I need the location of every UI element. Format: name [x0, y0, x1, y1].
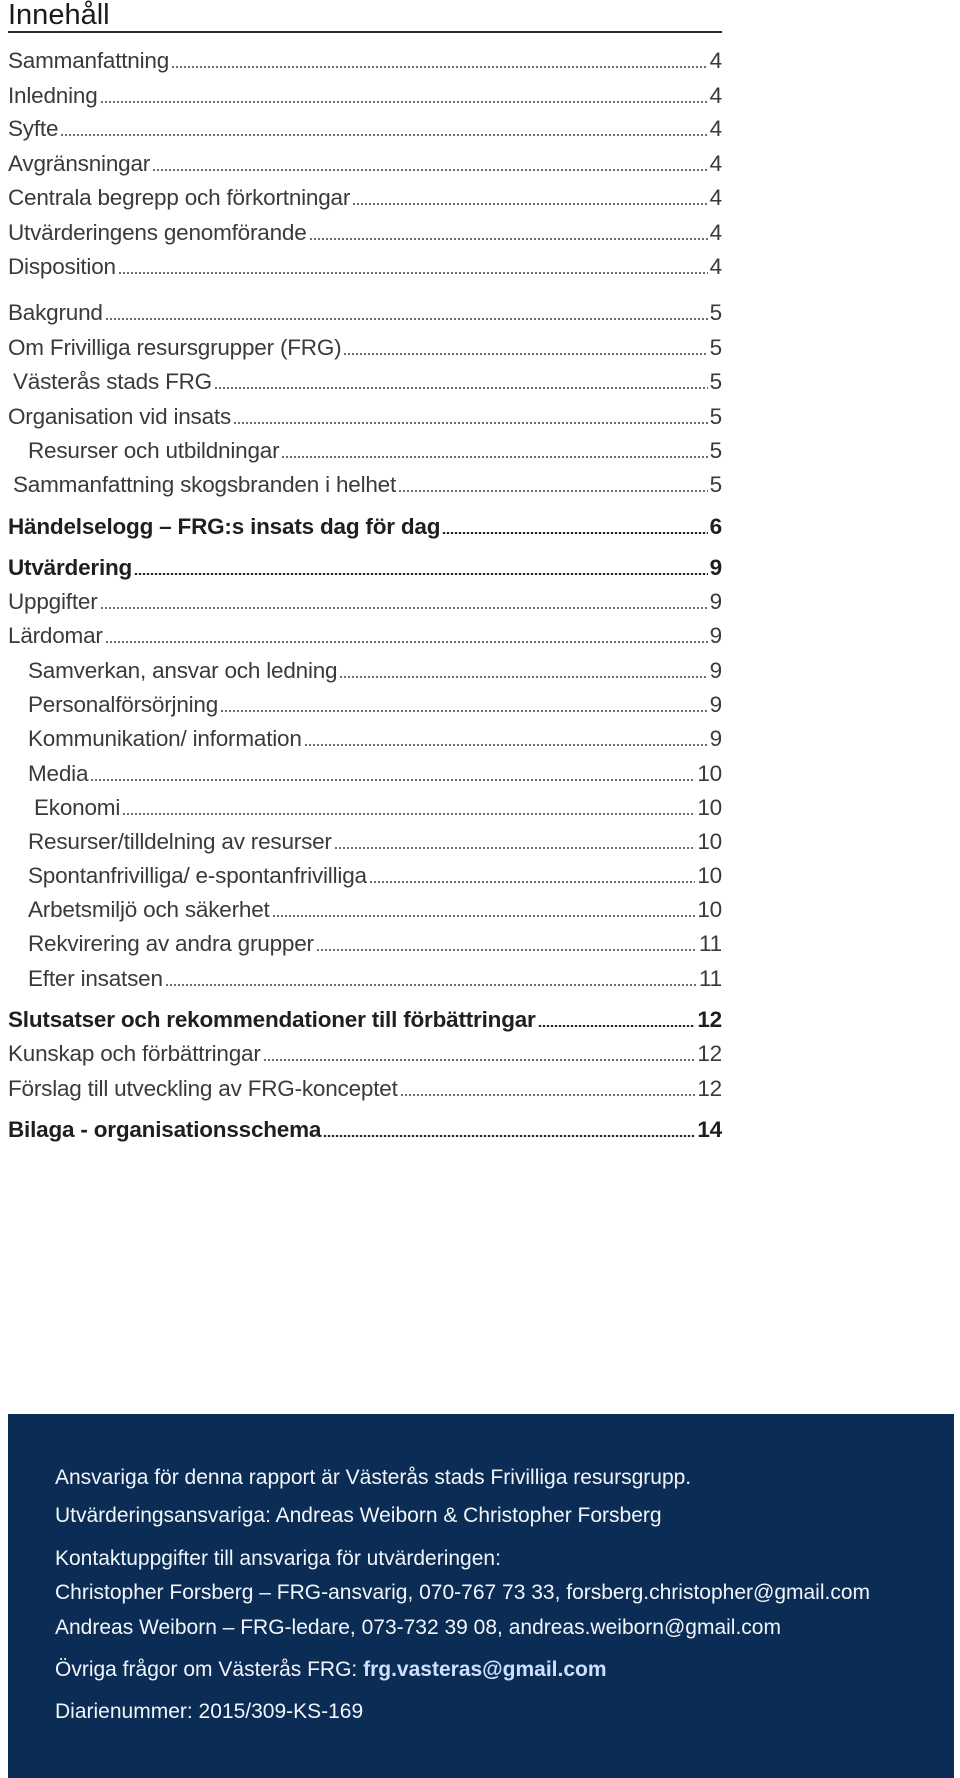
toc-dot-leader	[134, 573, 708, 575]
contact-heading: Kontaktuppgifter till ansvariga för utvärderingen:	[55, 1547, 501, 1570]
toc-entry[interactable]	[28, 825, 722, 855]
toc-page-number: 4	[709, 83, 722, 108]
toc-entry-label: Disposition	[8, 254, 116, 279]
toc-dot-leader	[118, 272, 708, 274]
toc-entry-label: Syfte	[8, 116, 59, 141]
toc-page-number: 9	[709, 726, 722, 751]
toc-entry[interactable]	[8, 181, 722, 211]
toc-entry-label: Förslag till utveckling av FRG-konceptet	[8, 1076, 398, 1101]
toc-page-number: 10	[697, 829, 722, 854]
toc-dot-leader	[233, 422, 708, 424]
toc-entry-label: Sammanfattning	[8, 48, 170, 73]
toc-entry-label: Spontanfrivilliga/ e-spontanfrivilliga	[28, 863, 367, 888]
toc-page-number: 5	[709, 404, 722, 429]
toc-entry-label: Om Frivilliga resursgrupper (FRG)	[8, 335, 342, 360]
toc-entry[interactable]	[28, 757, 722, 787]
toc-dot-leader	[442, 532, 707, 534]
evaluators-label: Utvärderingsansvariga:	[55, 1504, 271, 1527]
toc-page-number: 12	[697, 1041, 722, 1066]
toc-entry-label: Kunskap och förbättringar	[8, 1041, 261, 1066]
toc-page-number: 5	[709, 369, 722, 394]
toc-page-number: 4	[709, 48, 722, 73]
toc-entry-label: Bakgrund	[8, 300, 103, 325]
toc-entry-label: Bilaga - organisationsschema	[8, 1117, 322, 1142]
toc-entry-label: Resurser och utbildningar	[28, 438, 280, 463]
toc-entry[interactable]	[8, 1113, 722, 1143]
toc-entry[interactable]	[8, 400, 722, 430]
toc-page-number: 4	[709, 185, 722, 210]
toc-entry[interactable]	[28, 893, 722, 923]
toc-entry-label: Personalförsörjning	[28, 692, 219, 717]
questions-line	[55, 1657, 607, 1683]
toc-dot-leader	[281, 456, 707, 458]
toc-page-number: 11	[699, 966, 722, 991]
toc-entry[interactable]	[8, 551, 722, 581]
toc-dot-leader	[171, 66, 708, 68]
toc-entry-label: Centrala begrepp och förkortningar	[8, 185, 351, 210]
toc-entry[interactable]	[8, 112, 722, 142]
toc-dot-leader	[343, 353, 707, 355]
toc-entry[interactable]	[8, 79, 722, 109]
toc-dot-leader	[316, 949, 697, 951]
toc-page-number: 9	[709, 658, 722, 683]
toc-page-number: 5	[709, 472, 722, 497]
toc-entry-label: Sammanfattning skogsbranden i helhet	[13, 472, 397, 497]
toc-dot-leader	[90, 779, 695, 781]
questions-email-link[interactable]: frg.vasteras@gmail.com	[363, 1658, 607, 1681]
toc-page-number: 14	[697, 1117, 722, 1142]
toc-entry[interactable]	[8, 147, 722, 177]
toc-entry-label: Ekonomi	[34, 795, 121, 820]
toc-entry[interactable]	[28, 859, 722, 889]
toc-dot-leader	[100, 101, 708, 103]
toc-entry-label: Avgränsningar	[8, 151, 151, 176]
toc-entry[interactable]	[8, 331, 722, 361]
toc-dot-leader	[334, 847, 696, 849]
toc-dot-leader	[309, 238, 708, 240]
toc-entry-label: Utvärderingens genomförande	[8, 220, 307, 245]
toc-dot-leader	[398, 490, 708, 492]
toc-page-number: 9	[709, 589, 722, 614]
toc-entry[interactable]	[8, 250, 722, 280]
toc-dot-leader	[304, 744, 708, 746]
toc-entry-label: Resurser/tilldelning av resurser	[28, 829, 332, 854]
toc-entry[interactable]	[13, 365, 722, 395]
toc-dot-leader	[352, 203, 708, 205]
responsible-text: Ansvariga för denna rapport är Västerås stads Frivilliga resursgrupp.	[55, 1466, 692, 1489]
toc-entry[interactable]	[28, 722, 722, 752]
toc-entry[interactable]	[28, 654, 722, 684]
toc-entry[interactable]	[8, 619, 722, 649]
toc-entry[interactable]	[28, 434, 722, 464]
toc-dot-leader	[220, 710, 708, 712]
toc-entry-label: Händelselogg – FRG:s insats dag för dag	[8, 514, 441, 539]
toc-page-number: 10	[697, 863, 722, 888]
toc-dot-leader	[60, 134, 707, 136]
toc-page-number: 4	[709, 220, 722, 245]
toc-page-number: 12	[697, 1076, 722, 1101]
toc-entry-label: Efter insatsen	[28, 966, 163, 991]
toc-entry-label: Media	[28, 761, 89, 786]
toc-entry-label: Lärdomar	[8, 623, 103, 648]
toc-page-number: 4	[709, 254, 722, 279]
toc-entry[interactable]	[8, 44, 722, 74]
page-title: Innehåll	[8, 0, 110, 31]
evaluators-names: Andreas Weiborn & Christopher Forsberg	[275, 1504, 662, 1527]
toc-entry-label: Slutsatser och rekommendationer till förbättringar	[8, 1007, 536, 1032]
toc-entry[interactable]	[8, 1037, 722, 1067]
toc-entry-label: Utvärdering	[8, 555, 133, 580]
toc-page-number: 9	[709, 623, 722, 648]
toc-entry-label: Organisation vid insats	[8, 404, 232, 429]
toc-page-number: 10	[697, 795, 722, 820]
toc-entry-label: Uppgifter	[8, 589, 98, 614]
toc-page-number: 5	[709, 438, 722, 463]
toc-entry-label: Inledning	[8, 83, 98, 108]
toc-entry[interactable]	[8, 296, 722, 326]
toc-dot-leader	[369, 881, 696, 883]
toc-entry[interactable]	[8, 216, 722, 246]
toc-page-number: 12	[697, 1007, 722, 1032]
diary-number: Diarienummer: 2015/309-KS-169	[55, 1700, 364, 1723]
toc-dot-leader	[165, 984, 697, 986]
toc-dot-leader	[323, 1135, 695, 1137]
toc-dot-leader	[339, 676, 707, 678]
toc-entry[interactable]	[8, 510, 722, 540]
contact-line-weiborn: Andreas Weiborn – FRG-ledare, 073-732 39 08, andreas.weiborn@gmail.com	[55, 1616, 781, 1639]
questions-label: Övriga frågor om Västerås FRG:	[55, 1658, 358, 1681]
toc-entry-label: Rekvirering av andra grupper	[28, 931, 314, 956]
toc-entry[interactable]	[34, 791, 722, 821]
toc-dot-leader	[272, 915, 696, 917]
toc-entry[interactable]	[28, 962, 722, 992]
toc-page-number: 5	[709, 335, 722, 360]
toc-entry[interactable]	[8, 1072, 722, 1102]
toc-entry-label: Samverkan, ansvar och ledning	[28, 658, 338, 683]
toc-entry-label: Arbetsmiljö och säkerhet	[28, 897, 270, 922]
toc-entry[interactable]	[13, 468, 722, 498]
toc-page-number: 9	[709, 555, 722, 580]
toc-dot-leader	[105, 641, 708, 643]
toc-dot-leader	[400, 1094, 696, 1096]
toc-dot-leader	[263, 1059, 696, 1061]
toc-entry-label: Kommunikation/ information	[28, 726, 302, 751]
table-of-contents	[8, 0, 722, 1320]
evaluators-line	[55, 1503, 662, 1529]
toc-entry-label: Västerås stads FRG	[13, 369, 212, 394]
toc-entry[interactable]	[8, 1003, 722, 1033]
toc-page-number: 10	[697, 761, 722, 786]
toc-dot-leader	[538, 1025, 696, 1027]
contact-info-box	[8, 1414, 954, 1778]
toc-dot-leader	[214, 387, 708, 389]
toc-entry[interactable]	[28, 688, 722, 718]
toc-page-number: 9	[709, 692, 722, 717]
toc-dot-leader	[152, 169, 708, 171]
toc-page-number: 4	[709, 116, 722, 141]
toc-page-number: 6	[709, 514, 722, 539]
toc-dot-leader	[122, 813, 695, 815]
toc-page-number: 4	[709, 151, 722, 176]
contact-line-forsberg: Christopher Forsberg – FRG-ansvarig, 070-767 73 33, forsberg.christopher@gmail.com	[55, 1581, 871, 1604]
toc-dot-leader	[100, 607, 708, 609]
toc-page-number: 10	[697, 897, 722, 922]
toc-entry[interactable]	[8, 585, 722, 615]
toc-entry[interactable]	[28, 927, 722, 957]
toc-dot-leader	[105, 318, 708, 320]
toc-page-number: 11	[699, 931, 722, 956]
toc-page-number: 5	[709, 300, 722, 325]
